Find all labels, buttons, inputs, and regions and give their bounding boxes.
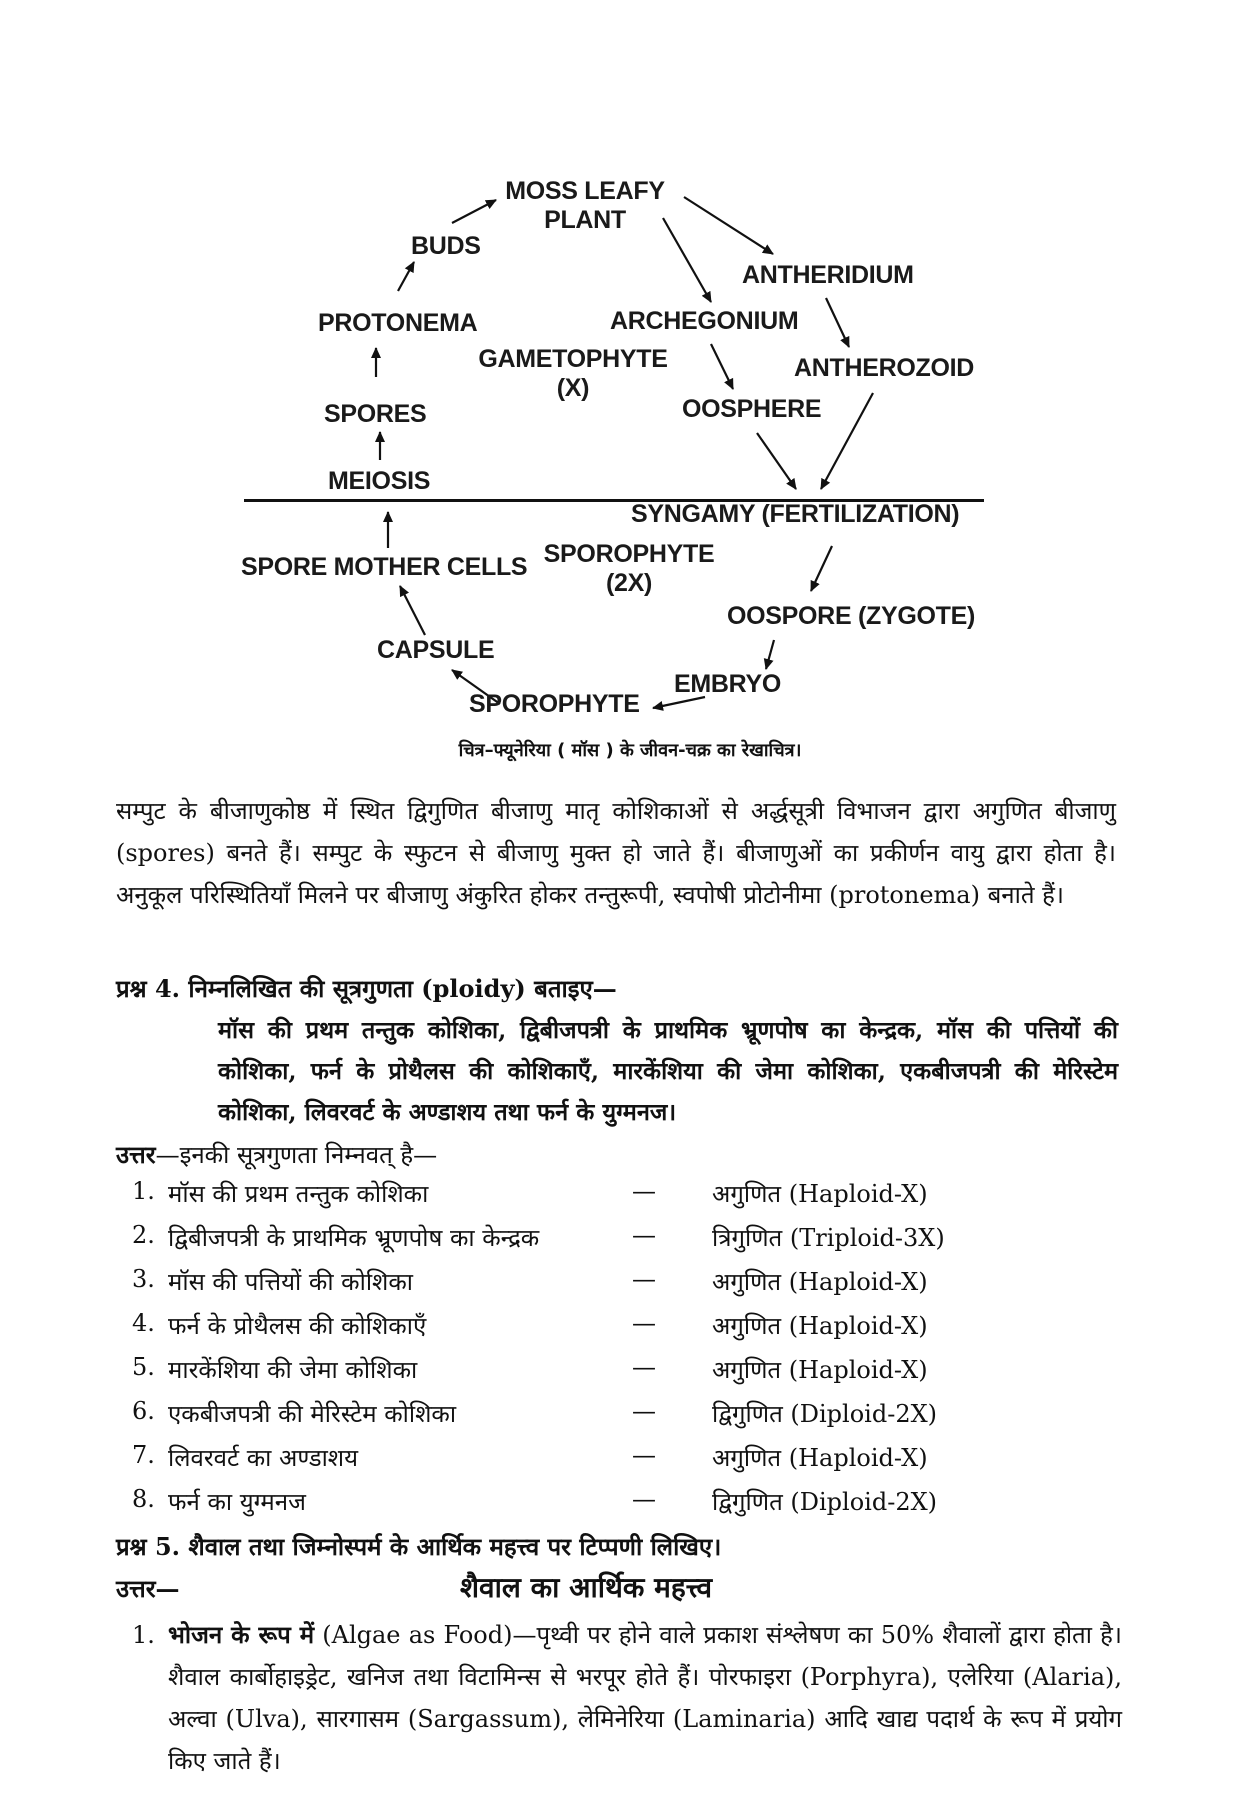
row-item: लिवरवर्ट का अण्डाशय (168, 1444, 359, 1472)
row-number: 1. (132, 1177, 155, 1205)
row-number: 8. (132, 1485, 155, 1513)
label-gametophyte: GAMETOPHYTE (X) (478, 345, 668, 402)
arrow-protonema-to-buds (398, 262, 414, 291)
ploidy-row (132, 1265, 982, 1309)
label-archegonium: ARCHEGONIUM (610, 307, 799, 335)
row-number: 5. (132, 1353, 155, 1381)
arrow-oosphere-to-syngamy (757, 433, 796, 489)
row-item: फर्न के प्रोथैलस की कोशिकाएँ (168, 1312, 427, 1340)
row-value: द्विगुणित (Diploid-2X) (712, 1488, 938, 1516)
arrow-archegonium-to-oosphere (711, 344, 733, 389)
label-spores: SPORES (324, 400, 427, 428)
row-item: मॉस की पत्तियों की कोशिका (168, 1268, 414, 1296)
ploidy-row (132, 1177, 982, 1221)
point-text (168, 1614, 1122, 1782)
row-dash: — (632, 1265, 656, 1293)
arrow-syngamy-to-oospore (811, 546, 832, 591)
arrow-moss-to-archegonium (663, 218, 711, 302)
ploidy-row (132, 1441, 982, 1485)
label-syngamy: SYNGAMY (FERTILIZATION) (631, 500, 960, 528)
arrow-oospore-to-embryo (766, 640, 774, 669)
label-spore-mother-cells: SPORE MOTHER CELLS (241, 553, 528, 581)
label-sporophyte-2x: SPOROPHYTE (2X) (543, 540, 715, 597)
answer-label: उत्तर (116, 1140, 156, 1169)
label-capsule: CAPSULE (377, 636, 495, 664)
row-item: फर्न का युग्मनज (168, 1488, 306, 1516)
row-value: अगुणित (Haploid-X) (712, 1312, 928, 1340)
label-sporophyte: SPOROPHYTE (469, 690, 640, 718)
row-dash: — (632, 1177, 656, 1205)
label-antheridium: ANTHERIDIUM (742, 261, 914, 289)
label-protonema: PROTONEMA (318, 309, 478, 337)
answer-4-intro (116, 1138, 437, 1171)
row-value: अगुणित (Haploid-X) (712, 1356, 928, 1384)
row-number: 3. (132, 1265, 155, 1293)
ploidy-row (132, 1353, 982, 1397)
answer-5-label: उत्तर— (116, 1574, 180, 1603)
row-dash: — (632, 1309, 656, 1337)
answer-intro-text: —इनकी सूत्रगुणता निम्नवत् है— (155, 1141, 438, 1169)
row-dash: — (632, 1485, 656, 1513)
question-5-heading: प्रश्न 5. शैवाल तथा जिम्नोस्पर्म के आर्थिक महत्त्व पर टिप्पणी लिखिए। (116, 1532, 722, 1561)
arrow-antheridium-to-antherozoid (826, 298, 849, 347)
figure-caption: चित्र–फ्यूनेरिया ( मॉस ) के जीवन-चक्र का रेखाचित्र। (458, 740, 802, 761)
row-item: एकबीजपत्री की मेरिस्टेम कोशिका (168, 1400, 457, 1428)
arrow-buds-to-moss (452, 200, 496, 223)
arrow-moss-to-antheridium (684, 197, 773, 254)
row-dash: — (632, 1397, 656, 1425)
row-item: द्विबीजपत्री के प्राथमिक भ्रूणपोष का केन्द्रक (168, 1224, 540, 1252)
row-value: द्विगुणित (Diploid-2X) (712, 1400, 938, 1428)
question-4-heading: प्रश्न 4. निम्नलिखित की सूत्रगुणता (ploidy) बताइए— (116, 974, 617, 1003)
ploidy-row (132, 1397, 982, 1441)
row-value: अगुणित (Haploid-X) (712, 1268, 928, 1296)
row-number: 4. (132, 1309, 155, 1337)
moss-life-cycle-diagram (0, 0, 1260, 740)
row-number: 2. (132, 1221, 155, 1249)
label-buds: BUDS (411, 232, 481, 260)
row-dash: — (632, 1353, 656, 1381)
label-embryo: EMBRYO (674, 670, 782, 698)
row-value: अगुणित (Haploid-X) (712, 1444, 928, 1472)
point-algae-as-food (132, 1614, 1122, 1782)
row-dash: — (632, 1221, 656, 1249)
label-meiosis: MEIOSIS (328, 467, 431, 495)
question-4-body: मॉस की प्रथम तन्तुक कोशिका, द्विबीजपत्री के प्राथमिक भ्रूणपोष का केन्द्रक, मॉस की पत्तियों की कोशिका, फर्न के प्रोथैलस की कोशिकाएँ, मारकेंशिया की जेमा कोशिका, एकबीजपत्री की मेरिस्टेम कोशिका, लिवरवर्ट के अण्डाशय तथा फर्न के युग्मनज। (218, 1016, 1118, 1126)
point-body: (Algae as Food)—पृथ्वी पर होने वाले प्रकाश संश्लेषण का 50% शैवालों द्वारा होता है। शैवाल कार्बोहाइड्रेट, खनिज तथा विटामिन्स से भरपूर होते हैं। पोरफाइरा (Porphyra), एलेरिया (Alaria), अल्वा (Ulva), सारगासम (Sargassum), लेमिनेरिया (Laminaria) आदि खाद्य पदार्थ के रूप में प्रयोग किए जाते हैं। (168, 1621, 1122, 1775)
row-number: 7. (132, 1441, 155, 1469)
point-title: भोजन के रूप में (168, 1620, 315, 1649)
paragraph-spores: सम्पुट के बीजाणुकोष्ठ में स्थित द्विगुणित बीजाणु मातृ कोशिकाओं से अर्द्धसूत्री विभाजन द्वारा अगुणित बीजाणु (spores) बनते हैं। सम्पुट के स्फुटन से बीजाणु मुक्त हो जाते हैं। बीजाणुओं का प्रकीर्णन वायु द्वारा होता है। अनुकूल परिस्थितियाँ मिलने पर बीजाणु अंकुरित होकर तन्तुरूपी, स्वपोषी प्रोटोनीमा (protonema) बनाते हैं। (116, 797, 1116, 909)
label-antherozoid: ANTHEROZOID (794, 354, 975, 382)
row-item: मारकेंशिया की जेमा कोशिका (168, 1356, 418, 1384)
row-value: अगुणित (Haploid-X) (712, 1180, 928, 1208)
label-oosphere: OOSPHERE (682, 395, 822, 423)
ploidy-row (132, 1485, 982, 1529)
row-number: 6. (132, 1397, 155, 1425)
row-item: मॉस की प्रथम तन्तुक कोशिका (168, 1180, 429, 1208)
arrow-antherozoid-to-syngamy (821, 393, 873, 489)
point-number: 1. (132, 1621, 155, 1649)
label-oospore: OOSPORE (ZYGOTE) (727, 602, 975, 630)
ploidy-row (132, 1221, 982, 1265)
section-title: शैवाल का आर्थिक महत्त्व (460, 1571, 713, 1604)
row-value: त्रिगुणित (Triploid-3X) (712, 1224, 945, 1252)
label-moss-leafy-plant: MOSS LEAFY PLANT (505, 177, 665, 234)
arrow-capsule-to-smc (400, 586, 425, 635)
row-dash: — (632, 1441, 656, 1469)
ploidy-row (132, 1309, 982, 1353)
